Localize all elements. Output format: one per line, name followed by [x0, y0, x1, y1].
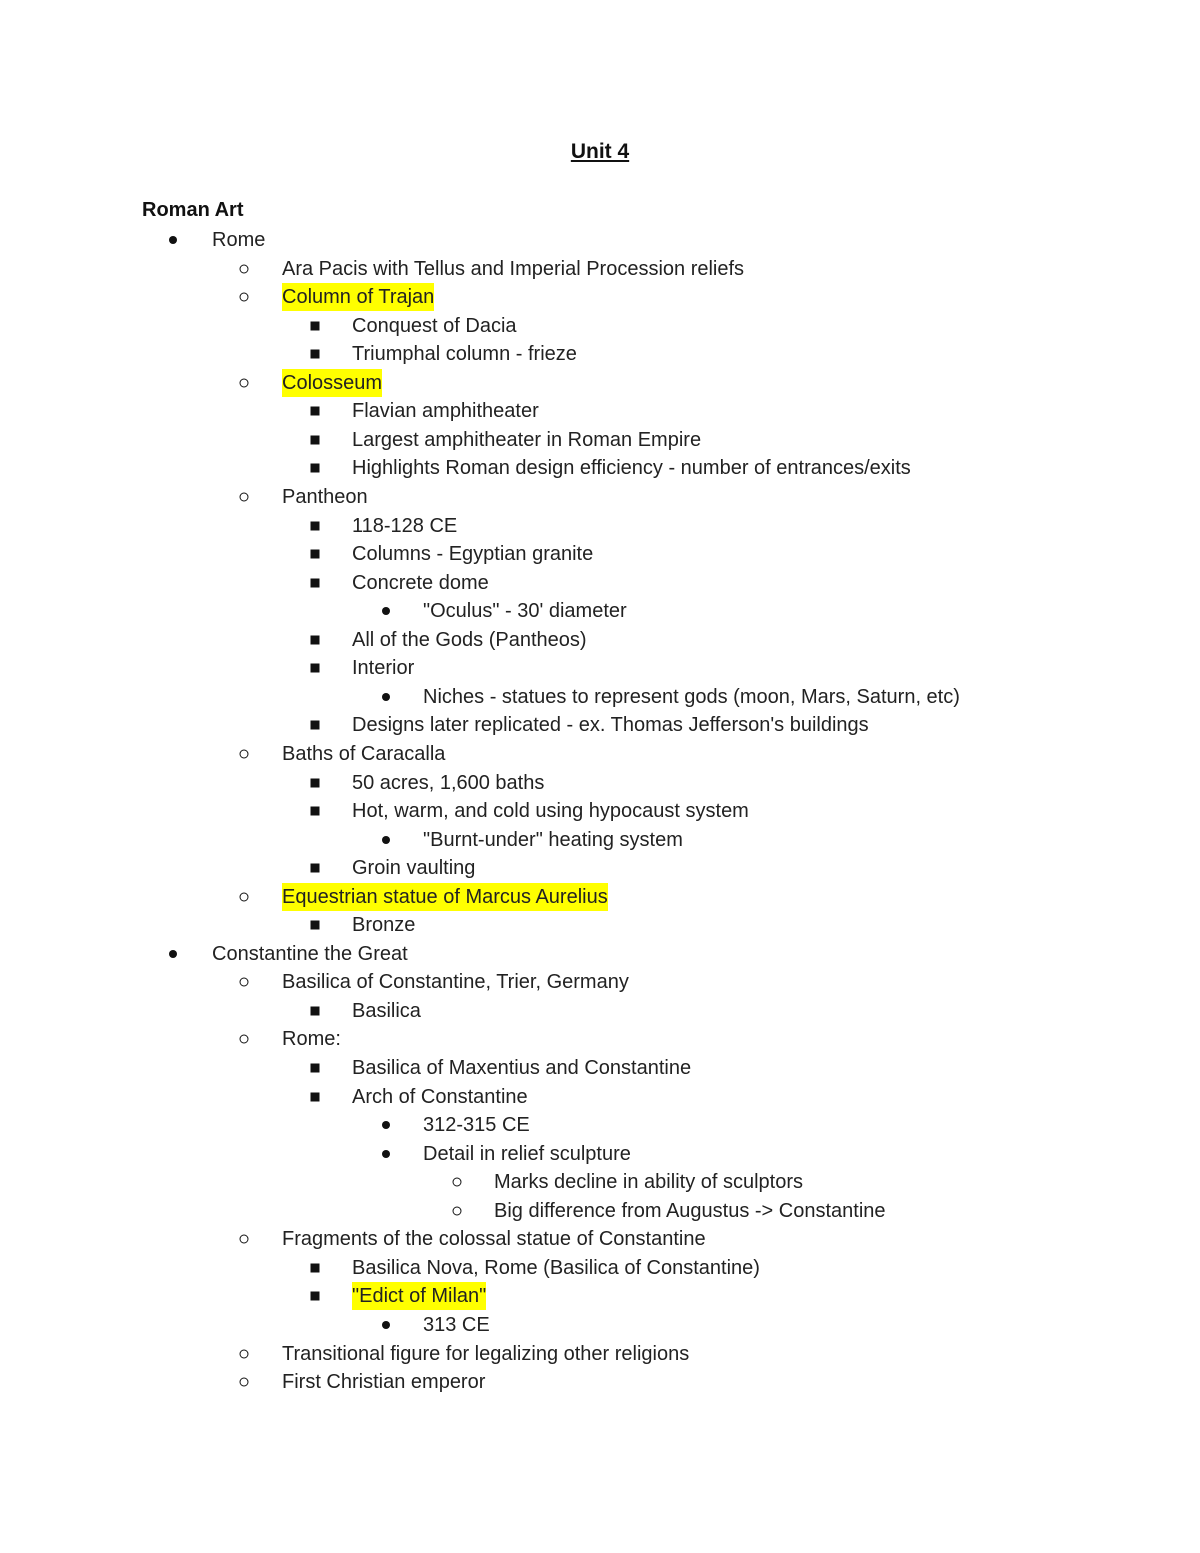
bullet-square-icon [305, 797, 325, 825]
bullet-circle-icon [234, 740, 254, 768]
outline-item-level-3 [0, 340, 1200, 368]
outline-item-level-2 [0, 1368, 1200, 1396]
item-text: Niches - statues to represent gods (moon, Mars, Saturn, etc) [423, 685, 960, 708]
bullet-square-icon [305, 911, 325, 939]
item-text: Triumphal column - frieze [352, 343, 577, 366]
bullet-square-icon [305, 854, 325, 882]
item-text: 118-128 CE [352, 514, 458, 537]
outline-item-level-3 [0, 569, 1200, 597]
outline-item-level-1 [0, 226, 1200, 254]
item-text: Ara Pacis with Tellus and Imperial Procession reliefs [282, 257, 745, 280]
outline-item-level-2 [0, 283, 1200, 311]
bullet-square-icon [305, 654, 325, 682]
item-text: Basilica of Constantine, Trier, Germany [282, 971, 629, 994]
bullet-square-icon [305, 1083, 325, 1111]
bullet-circle-icon [234, 283, 254, 311]
outline-item-level-2 [0, 255, 1200, 283]
bullet-disc-icon [376, 1140, 396, 1168]
item-text: 312-315 CE [423, 1114, 530, 1137]
item-text: Transitional figure for legalizing other religions [282, 1342, 690, 1365]
highlighted-item-text: Equestrian statue of Marcus Aurelius [282, 883, 608, 911]
bullet-square-icon [305, 997, 325, 1025]
item-text: Fragments of the colossal statue of Constantine [282, 1228, 706, 1251]
item-text: Groin vaulting [352, 857, 476, 880]
bullet-square-icon [305, 540, 325, 568]
bullet-square-icon [305, 312, 325, 340]
bullet-square-icon [305, 454, 325, 482]
bullet-circle-icon [234, 483, 254, 511]
bullet-circle-icon [234, 968, 254, 996]
bullet-square-icon [305, 626, 325, 654]
section-heading: Roman Art [142, 199, 244, 221]
bullet-circle-icon [234, 1368, 254, 1396]
bullet-circle-icon [234, 369, 254, 397]
document-title: Unit 4 [570, 140, 630, 163]
item-text: Largest amphitheater in Roman Empire [352, 428, 702, 451]
item-text: Detail in relief sculpture [423, 1142, 631, 1165]
outline-item-level-2 [0, 369, 1200, 397]
item-text: Marks decline in ability of sculptors [494, 1171, 804, 1194]
bullet-square-icon [305, 1054, 325, 1082]
outline-item-level-2 [0, 883, 1200, 911]
item-text: Arch of Constantine [352, 1085, 528, 1108]
item-text: Columns - Egyptian granite [352, 543, 594, 565]
outline-item-level-2 [0, 1025, 1200, 1053]
bullet-circle-icon [234, 1340, 254, 1368]
item-text: First Christian emperor [282, 1371, 486, 1393]
item-text: All of the Gods (Pantheos) [352, 628, 587, 651]
outline-item-level-3 [0, 997, 1200, 1025]
outline-item-level-5 [0, 1197, 1200, 1225]
bullet-circle-icon [447, 1197, 467, 1225]
item-text: Basilica [352, 999, 421, 1022]
outline-item-level-4 [0, 1111, 1200, 1139]
outline-item-level-2 [0, 1225, 1200, 1253]
item-text: Hot, warm, and cold using hypocaust system [352, 800, 749, 822]
bullet-circle-icon [447, 1168, 467, 1196]
outline-item-level-3 [0, 1254, 1200, 1282]
outline-item-level-4 [0, 826, 1200, 854]
item-text: Concrete dome [352, 571, 489, 594]
outline-item-level-3 [0, 426, 1200, 454]
highlighted-item-text: Colosseum [282, 369, 382, 397]
item-text: Interior [352, 657, 415, 680]
outline-item-level-3 [0, 711, 1200, 739]
outline-item-level-3 [0, 769, 1200, 797]
outline-item-level-4 [0, 683, 1200, 711]
outline-item-level-3 [0, 397, 1200, 425]
outline-item-level-2 [0, 483, 1200, 511]
item-text: Basilica of Maxentius and Constantine [352, 1057, 692, 1079]
item-text: Conquest of Dacia [352, 314, 517, 337]
item-text: Flavian amphitheater [352, 400, 539, 423]
bullet-circle-icon [234, 1225, 254, 1253]
item-text: Highlights Roman design efficiency - number of entrances/exits [352, 457, 911, 480]
bullet-disc-icon [376, 1111, 396, 1139]
bullet-square-icon [305, 512, 325, 540]
outline-item-level-2 [0, 740, 1200, 768]
outline-item-level-4 [0, 597, 1200, 625]
highlighted-item-text: "Edict of Milan" [352, 1282, 486, 1310]
outline-item-level-3 [0, 312, 1200, 340]
outline-item-level-3 [0, 626, 1200, 654]
item-text: "Oculus" - 30' diameter [423, 600, 627, 623]
item-text: Constantine the Great [212, 942, 408, 965]
outline-item-level-1 [0, 940, 1200, 968]
bullet-square-icon [305, 426, 325, 454]
outline-item-level-3 [0, 911, 1200, 939]
outline-item-level-3 [0, 540, 1200, 568]
bullet-square-icon [305, 769, 325, 797]
bullet-circle-icon [234, 1025, 254, 1053]
bullet-square-icon [305, 340, 325, 368]
outline-item-level-2 [0, 968, 1200, 996]
outline-item-level-2 [0, 1340, 1200, 1368]
bullet-disc-icon [163, 226, 183, 254]
bullet-disc-icon [376, 1311, 396, 1339]
highlighted-item-text: Column of Trajan [282, 283, 434, 311]
outline-item-level-3 [0, 654, 1200, 682]
item-text: 313 CE [423, 1313, 490, 1336]
bullet-circle-icon [234, 883, 254, 911]
outline-item-level-3 [0, 854, 1200, 882]
outline-item-level-3 [0, 512, 1200, 540]
outline-item-level-3 [0, 1054, 1200, 1082]
outline-item-level-3 [0, 797, 1200, 825]
bullet-square-icon [305, 569, 325, 597]
bullet-square-icon [305, 1282, 325, 1310]
outline-item-level-3 [0, 1282, 1200, 1310]
bullet-disc-icon [163, 940, 183, 968]
item-text: Bronze [352, 914, 416, 937]
bullet-disc-icon [376, 683, 396, 711]
bullet-square-icon [305, 711, 325, 739]
bullet-disc-icon [376, 826, 396, 854]
item-text: 50 acres, 1,600 baths [352, 771, 545, 794]
outline-item-level-5 [0, 1168, 1200, 1196]
outline-item-level-3 [0, 1083, 1200, 1111]
item-text: Baths of Caracalla [282, 742, 446, 765]
item-text: Big difference from Augustus -> Constantine [494, 1199, 886, 1222]
bullet-circle-icon [234, 255, 254, 283]
item-text: Rome: [282, 1028, 341, 1051]
outline-item-level-4 [0, 1140, 1200, 1168]
item-text: "Burnt-under" heating system [423, 828, 683, 851]
bullet-square-icon [305, 397, 325, 425]
bullet-square-icon [305, 1254, 325, 1282]
outline-item-level-4 [0, 1311, 1200, 1339]
item-text: Rome [212, 229, 266, 251]
bullet-disc-icon [376, 597, 396, 625]
outline-item-level-3 [0, 454, 1200, 482]
item-text: Basilica Nova, Rome (Basilica of Constantine) [352, 1256, 760, 1279]
item-text: Pantheon [282, 485, 368, 508]
item-text: Designs later replicated - ex. Thomas Jefferson's buildings [352, 714, 869, 737]
